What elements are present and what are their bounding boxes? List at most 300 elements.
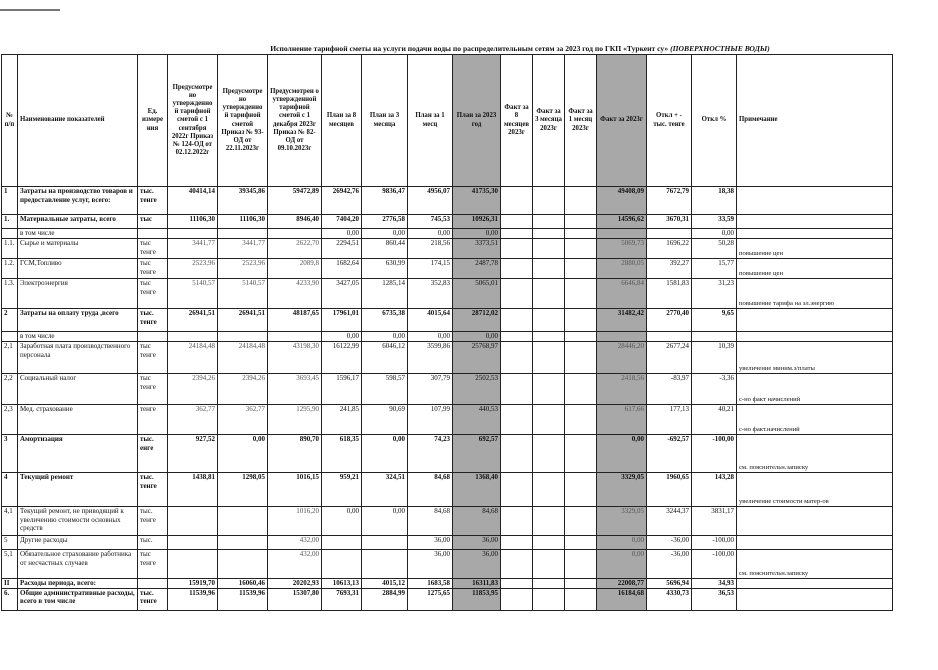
- table-cell: [501, 405, 533, 435]
- table-row: [2, 374, 893, 405]
- table-cell: 432,00: [268, 536, 322, 550]
- table-cell: 432,00: [268, 550, 322, 579]
- table-cell: 324,51: [362, 473, 408, 507]
- table-cell: [2, 332, 18, 342]
- table-cell: [533, 536, 565, 550]
- table-cell: 0,00: [453, 332, 501, 342]
- indicator-name-cell: Заработная плата производственного персонала: [18, 342, 138, 374]
- table-cell: 1.3.: [2, 279, 18, 309]
- table-cell: 36,00: [408, 550, 453, 579]
- table-cell: 1.: [2, 215, 18, 229]
- table-row: [2, 332, 893, 342]
- table-cell: [565, 405, 597, 435]
- table-row: [2, 536, 893, 550]
- table-cell: 2502,53: [453, 374, 501, 405]
- table-cell: [565, 536, 597, 550]
- table-cell: тыс тенге: [138, 259, 168, 279]
- table-cell: [218, 536, 268, 550]
- table-cell: тыс. тенге: [138, 187, 168, 215]
- note-cell: повышение тарифа на эл.энергию: [737, 279, 893, 309]
- table-cell: [218, 550, 268, 579]
- table-cell: 22008,77: [597, 579, 647, 589]
- table-cell: 2418,56: [597, 374, 647, 405]
- note-cell: [737, 309, 893, 332]
- table-cell: [501, 332, 533, 342]
- table-cell: [138, 332, 168, 342]
- table-cell: 48187,65: [268, 309, 322, 332]
- table-cell: 31,23: [692, 279, 737, 309]
- note-cell: см. пояснительн.записку: [737, 550, 893, 579]
- col-header: Ед. измере ния: [138, 55, 168, 187]
- table-cell: 4,1: [2, 507, 18, 536]
- table-cell: 2,2: [2, 374, 18, 405]
- table-cell: 143,28: [692, 473, 737, 507]
- table-cell: 33,59: [692, 215, 737, 229]
- table-cell: [647, 332, 692, 342]
- table-cell: -100,00: [692, 536, 737, 550]
- table-cell: 1285,14: [362, 279, 408, 309]
- col-header: Предусмотрен о утвержденной тарифной сметой с 1 декабря 2023г Приказ № 82-ОД от 09.10.2023г: [268, 55, 322, 187]
- indicator-name-cell: Другие расходы: [18, 536, 138, 550]
- table-cell: 4233,90: [268, 279, 322, 309]
- table-cell: [565, 435, 597, 473]
- table-cell: 5: [2, 536, 18, 550]
- table-cell: 26942,76: [322, 187, 362, 215]
- indicator-name-cell: Электроэнергия: [18, 279, 138, 309]
- table-cell: 692,57: [453, 435, 501, 473]
- col-header: Наименование показателей: [18, 55, 138, 187]
- table-cell: 1596,17: [322, 374, 362, 405]
- table-cell: 28712,02: [453, 309, 501, 332]
- table-cell: 4: [2, 473, 18, 507]
- table-row: [2, 405, 893, 435]
- table-cell: 1581,83: [647, 279, 692, 309]
- table-cell: [597, 229, 647, 239]
- table-cell: 59472,89: [268, 187, 322, 215]
- table-cell: 1368,40: [453, 473, 501, 507]
- table-cell: [533, 405, 565, 435]
- table-row: [2, 259, 893, 279]
- table-cell: [501, 229, 533, 239]
- table-cell: [168, 229, 218, 239]
- table-cell: [565, 588, 597, 610]
- table-cell: [692, 332, 737, 342]
- table-cell: 7672,79: [647, 187, 692, 215]
- table-cell: 4015,64: [408, 309, 453, 332]
- table-cell: 5140,57: [218, 279, 268, 309]
- table-cell: 1295,90: [268, 405, 322, 435]
- table-cell: 2: [2, 309, 18, 332]
- indicator-name-cell: Сырье и материалы: [18, 239, 138, 259]
- table-cell: 440,53: [453, 405, 501, 435]
- table-cell: [2, 229, 18, 239]
- table-cell: 3427,05: [322, 279, 362, 309]
- indicator-name-cell: Мед. страхование: [18, 405, 138, 435]
- note-cell: [737, 536, 893, 550]
- indicator-name-cell: Затраты на оплату труда ,всего: [18, 309, 138, 332]
- indicator-name-cell: в том числе: [18, 229, 138, 239]
- table-cell: 2884,99: [362, 588, 408, 610]
- col-header: Откл %: [692, 55, 737, 187]
- table-cell: [501, 579, 533, 589]
- note-cell: [737, 332, 893, 342]
- table-cell: 49408,09: [597, 187, 647, 215]
- table-cell: 1298,05: [218, 473, 268, 507]
- table-row: [2, 473, 893, 507]
- table-cell: тыс. тенге: [138, 309, 168, 332]
- table-cell: 5069,73: [597, 239, 647, 259]
- table-cell: 36,53: [692, 588, 737, 610]
- table-cell: 11539,96: [218, 588, 268, 610]
- table-cell: 8946,40: [268, 215, 322, 229]
- table-cell: 40,21: [692, 405, 737, 435]
- table-cell: 84,68: [408, 473, 453, 507]
- table-cell: 3441,77: [168, 239, 218, 259]
- table-cell: 4330,73: [647, 588, 692, 610]
- table-cell: тыс. тенге: [138, 588, 168, 610]
- table-cell: 618,35: [322, 435, 362, 473]
- table-cell: 15,77: [692, 259, 737, 279]
- table-row: [2, 215, 893, 229]
- table-cell: [168, 550, 218, 579]
- table-cell: [565, 332, 597, 342]
- table-cell: [501, 473, 533, 507]
- note-cell: [737, 229, 893, 239]
- table-cell: [501, 279, 533, 309]
- note-cell: [737, 187, 893, 215]
- col-header: План за 3 месяца: [362, 55, 408, 187]
- indicator-name-cell: в том числе: [18, 332, 138, 342]
- table-cell: [533, 259, 565, 279]
- table-cell: 18,38: [692, 187, 737, 215]
- table-cell: [565, 239, 597, 259]
- table-cell: 2880,05: [597, 259, 647, 279]
- table-cell: 7693,31: [322, 588, 362, 610]
- table-cell: [362, 550, 408, 579]
- table-cell: 218,56: [408, 239, 453, 259]
- table-cell: 2523,96: [168, 259, 218, 279]
- table-cell: 6646,84: [597, 279, 647, 309]
- table-cell: [565, 259, 597, 279]
- table-row: [2, 579, 893, 589]
- table-cell: [501, 507, 533, 536]
- col-header: Факт за 8 месяцев 2023г: [501, 55, 533, 187]
- col-header: Примечание: [737, 55, 893, 187]
- table-cell: 25768,97: [453, 342, 501, 374]
- table-cell: -36,00: [647, 550, 692, 579]
- table-cell: -3,36: [692, 374, 737, 405]
- table-row: [2, 507, 893, 536]
- table-cell: 2394,26: [168, 374, 218, 405]
- table-cell: тыс: [138, 215, 168, 229]
- table-cell: [218, 507, 268, 536]
- note-cell: повышение цен: [737, 239, 893, 259]
- table-cell: 24184,48: [168, 342, 218, 374]
- table-cell: 39345,86: [218, 187, 268, 215]
- table-cell: 0,00: [362, 507, 408, 536]
- table-cell: 2677,24: [647, 342, 692, 374]
- note-cell: повышение цен: [737, 259, 893, 279]
- table-cell: 6735,38: [362, 309, 408, 332]
- table-cell: 0,00: [597, 536, 647, 550]
- note-cell: см. пояснительн.записку: [737, 435, 893, 473]
- table-cell: [501, 259, 533, 279]
- table-cell: 1682,64: [322, 259, 362, 279]
- table-cell: [533, 229, 565, 239]
- table-cell: [218, 229, 268, 239]
- table-cell: 15919,70: [168, 579, 218, 589]
- table-cell: 3670,31: [647, 215, 692, 229]
- note-cell: с-но факт начислений: [737, 374, 893, 405]
- table-row: [2, 229, 893, 239]
- table-cell: [268, 229, 322, 239]
- table-cell: [501, 435, 533, 473]
- table-cell: 0,00: [597, 550, 647, 579]
- table-cell: [565, 215, 597, 229]
- table-cell: 16122,99: [322, 342, 362, 374]
- table-cell: 2394,26: [218, 374, 268, 405]
- table-cell: 24184,48: [218, 342, 268, 374]
- table-cell: 630,99: [362, 259, 408, 279]
- table-cell: 927,52: [168, 435, 218, 473]
- table-cell: [533, 374, 565, 405]
- table-cell: 40414,14: [168, 187, 218, 215]
- table-cell: 15307,80: [268, 588, 322, 610]
- table-cell: -100,00: [692, 550, 737, 579]
- table-cell: 0,00: [322, 229, 362, 239]
- table-cell: [533, 279, 565, 309]
- table-cell: [565, 550, 597, 579]
- tariff-table: [1, 54, 893, 611]
- table-cell: 0,00: [597, 435, 647, 473]
- table-cell: [362, 536, 408, 550]
- table-cell: 362,77: [168, 405, 218, 435]
- table-cell: 2776,58: [362, 215, 408, 229]
- table-cell: 6.: [2, 588, 18, 610]
- table-cell: 5696,94: [647, 579, 692, 589]
- table-cell: 5065,01: [453, 279, 501, 309]
- table-cell: 3441,77: [218, 239, 268, 259]
- indicator-name-cell: Расходы периода, всего:: [18, 579, 138, 589]
- table-cell: 74,23: [408, 435, 453, 473]
- indicator-name-cell: Текущий ремонт, не приводящий к увеличению стоимости основных средств: [18, 507, 138, 536]
- indicator-name-cell: Обязательное страхование работника от несчастных случаев: [18, 550, 138, 579]
- table-cell: 0,00: [408, 229, 453, 239]
- table-cell: 392,27: [647, 259, 692, 279]
- col-header: План за 8 месяцев: [322, 55, 362, 187]
- table-cell: 11539,96: [168, 588, 218, 610]
- table-cell: тенге: [138, 405, 168, 435]
- table-cell: 10926,31: [453, 215, 501, 229]
- col-header: Откл + - тыс. тенге: [647, 55, 692, 187]
- indicator-name-cell: Общие административные расходы, всего в том числе: [18, 588, 138, 610]
- table-cell: [533, 342, 565, 374]
- indicator-name-cell: Материальные затраты, всего: [18, 215, 138, 229]
- table-cell: 17961,01: [322, 309, 362, 332]
- table-cell: 2,1: [2, 342, 18, 374]
- table-cell: [138, 229, 168, 239]
- table-cell: [597, 332, 647, 342]
- table-cell: [501, 187, 533, 215]
- table-cell: [565, 374, 597, 405]
- table-cell: 3599,86: [408, 342, 453, 374]
- table-cell: -100,00: [692, 435, 737, 473]
- table-cell: 3244,37: [647, 507, 692, 536]
- table-row: [2, 588, 893, 610]
- table-cell: 0,00: [692, 229, 737, 239]
- table-cell: 1: [2, 187, 18, 215]
- table-cell: [218, 332, 268, 342]
- table-cell: [533, 309, 565, 332]
- table-cell: 11106,30: [218, 215, 268, 229]
- table-cell: 0,00: [322, 332, 362, 342]
- table-cell: [168, 536, 218, 550]
- table-cell: [565, 229, 597, 239]
- table-cell: 3831,17: [692, 507, 737, 536]
- col-header: Факт за 2023г: [597, 55, 647, 187]
- table-cell: тыс тенге: [138, 550, 168, 579]
- table-cell: 107,99: [408, 405, 453, 435]
- table-cell: [647, 229, 692, 239]
- table-cell: 3693,45: [268, 374, 322, 405]
- table-cell: 174,15: [408, 259, 453, 279]
- table-cell: тыс тенге: [138, 342, 168, 374]
- table-cell: 34,93: [692, 579, 737, 589]
- table-cell: [138, 579, 168, 589]
- table-cell: 9836,47: [362, 187, 408, 215]
- table-cell: 31482,42: [597, 309, 647, 332]
- table-cell: 36,00: [453, 550, 501, 579]
- table-row: [2, 435, 893, 473]
- table-cell: [565, 342, 597, 374]
- table-cell: [501, 536, 533, 550]
- indicator-name-cell: Текущий ремонт: [18, 473, 138, 507]
- table-cell: 1275,65: [408, 588, 453, 610]
- table-cell: [533, 187, 565, 215]
- table-cell: 1016,20: [268, 507, 322, 536]
- table-cell: 9,65: [692, 309, 737, 332]
- table-cell: 0,00: [362, 332, 408, 342]
- table-cell: 617,66: [597, 405, 647, 435]
- table-cell: [168, 332, 218, 342]
- table-cell: 6046,12: [362, 342, 408, 374]
- table-cell: тыс. тенге: [138, 473, 168, 507]
- table-cell: 860,44: [362, 239, 408, 259]
- table-cell: [565, 507, 597, 536]
- table-cell: [268, 332, 322, 342]
- col-header: № п/п: [2, 55, 18, 187]
- table-cell: [501, 215, 533, 229]
- table-cell: 0,00: [218, 435, 268, 473]
- table-cell: 41735,30: [453, 187, 501, 215]
- table-cell: [565, 279, 597, 309]
- table-cell: тыс. енге: [138, 435, 168, 473]
- col-header: План за 2023 год: [453, 55, 501, 187]
- table-cell: [501, 550, 533, 579]
- table-cell: 2770,40: [647, 309, 692, 332]
- table-cell: [533, 239, 565, 259]
- table-cell: 0,00: [408, 332, 453, 342]
- table-cell: 3: [2, 435, 18, 473]
- table-cell: [168, 507, 218, 536]
- table-cell: 1016,15: [268, 473, 322, 507]
- table-cell: 177,13: [647, 405, 692, 435]
- table-row: [2, 239, 893, 259]
- table-row: [2, 342, 893, 374]
- table-cell: [501, 309, 533, 332]
- table-cell: 43198,30: [268, 342, 322, 374]
- table-cell: [533, 215, 565, 229]
- table-cell: 3329,05: [597, 507, 647, 536]
- table-cell: 890,70: [268, 435, 322, 473]
- table-cell: тыс. тенге: [138, 507, 168, 536]
- table-cell: 3373,51: [453, 239, 501, 259]
- indicator-name-cell: Амортизация: [18, 435, 138, 473]
- table-cell: 16060,46: [218, 579, 268, 589]
- table-row: [2, 187, 893, 215]
- table-cell: [322, 536, 362, 550]
- scan-edge-mark: [0, 9, 60, 11]
- table-cell: [501, 374, 533, 405]
- table-cell: 84,68: [408, 507, 453, 536]
- table-cell: 0,00: [453, 229, 501, 239]
- table-cell: тыс тенге: [138, 374, 168, 405]
- table-cell: 307,79: [408, 374, 453, 405]
- note-cell: [737, 507, 893, 536]
- table-cell: 1683,58: [408, 579, 453, 589]
- table-cell: 14596,62: [597, 215, 647, 229]
- table-cell: 4015,12: [362, 579, 408, 589]
- table-cell: 10,39: [692, 342, 737, 374]
- table-cell: 11853,95: [453, 588, 501, 610]
- table-cell: 2,3: [2, 405, 18, 435]
- table-cell: 10613,13: [322, 579, 362, 589]
- note-cell: с-но факт.начислений: [737, 405, 893, 435]
- table-header-row: [2, 55, 893, 187]
- table-cell: 5,1: [2, 550, 18, 579]
- table-cell: [533, 550, 565, 579]
- table-cell: 2523,96: [218, 259, 268, 279]
- table-cell: [501, 588, 533, 610]
- table-cell: [533, 332, 565, 342]
- table-cell: [533, 435, 565, 473]
- table-cell: 2294,51: [322, 239, 362, 259]
- table-cell: 598,57: [362, 374, 408, 405]
- note-cell: [737, 215, 893, 229]
- table-cell: [565, 187, 597, 215]
- table-cell: [565, 579, 597, 589]
- table-cell: 26941,51: [218, 309, 268, 332]
- col-header: План за 1 месц: [408, 55, 453, 187]
- table-cell: 0,00: [362, 229, 408, 239]
- table-cell: 50,28: [692, 239, 737, 259]
- document-title: Исполнение тарифной сметы на услуги подачи воды по распределительным сетям за 2023 год по ГКП «Туркент су» (ПОВЕРХНОСТНЫЕ ВОДЫ): [270, 44, 770, 53]
- col-header: Факт за 1 месяц 2023г: [565, 55, 597, 187]
- col-header: Предусмотре но утвержденно й тарифной сметой с 1 сентября 2022г Приказ № 124-ОД от 02.12.2022г: [168, 55, 218, 187]
- table-cell: 0,00: [362, 435, 408, 473]
- table-cell: 2487,78: [453, 259, 501, 279]
- table-cell: II: [2, 579, 18, 589]
- table-cell: [565, 473, 597, 507]
- table-row: [2, 309, 893, 332]
- table-cell: [533, 473, 565, 507]
- table-cell: 362,77: [218, 405, 268, 435]
- table-cell: [501, 342, 533, 374]
- table-cell: [533, 579, 565, 589]
- note-cell: увеличение стоимости матер-ов: [737, 473, 893, 507]
- table-cell: [533, 588, 565, 610]
- table-cell: [533, 507, 565, 536]
